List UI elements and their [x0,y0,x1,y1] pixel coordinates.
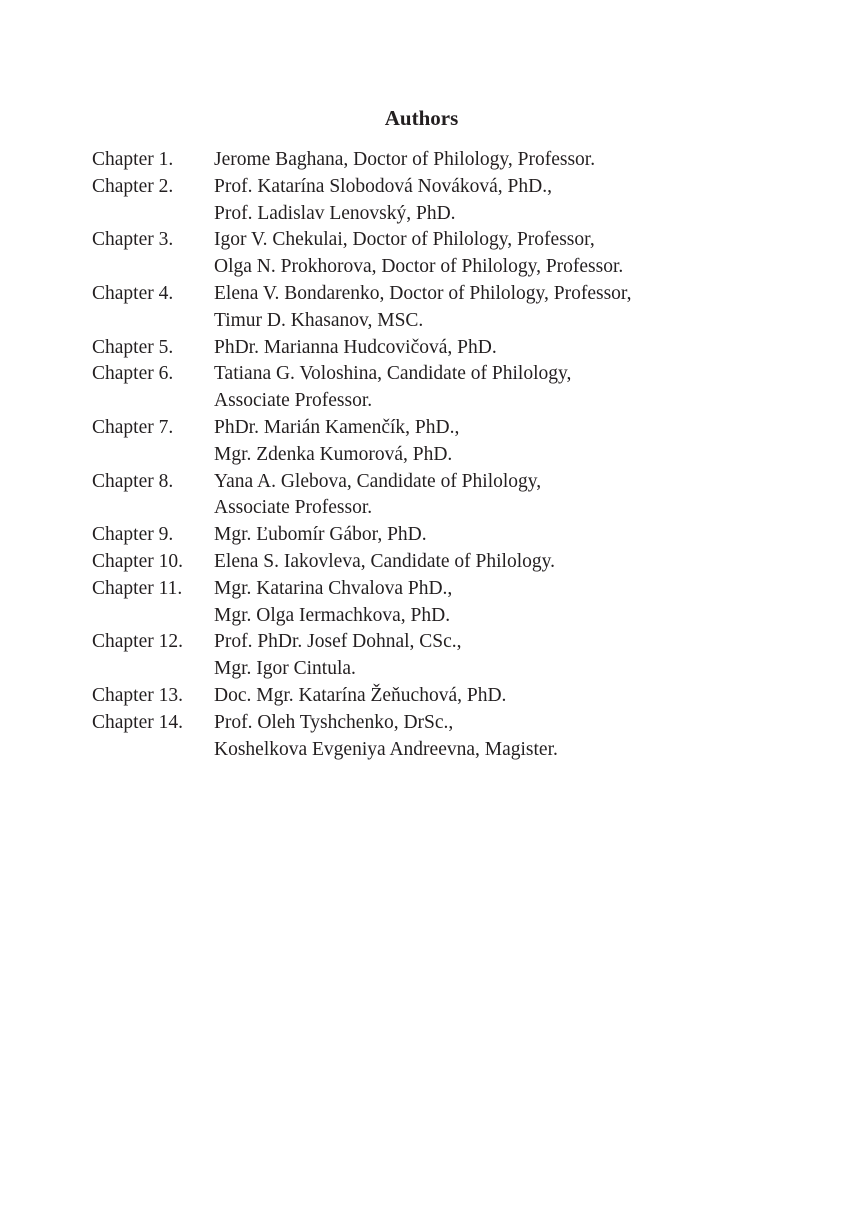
authors-list [92,147,792,763]
author-line: Mgr. Katarina Chvalova PhD., [214,577,453,599]
page-title: Authors [384,106,459,130]
author-line: Jerome Baghana, Doctor of Philology, Professor. [214,149,596,170]
author-names [214,683,792,710]
author-names [214,174,792,228]
author-line: Elena S. Iakovleva, Candidate of Philology. [214,550,555,572]
chapter-label: Chapter 9. [92,524,174,546]
author-entry-5 [92,335,792,362]
author-line: Prof. Oleh Tyshchenko, DrSc., [214,711,454,733]
author-line: Yana A. Glebova, Candidate of Philology, [214,470,542,492]
chapter-label: Chapter 14. [92,711,183,733]
author-names [214,335,792,362]
author-line: Mgr. Olga Iermachkova, PhD. [214,604,451,626]
author-names [214,147,792,174]
author-names [214,549,792,576]
author-entry-6 [92,361,792,415]
author-line: Prof. Ladislav Lenovský, PhD. [214,202,456,224]
author-names [214,629,792,683]
author-line: Elena V. Bondarenko, Doctor of Philology, Professor, [214,282,632,304]
chapter-label: Chapter 8. [92,470,174,492]
author-line: Olga N. Prokhorova, Doctor of Philology, Professor. [214,256,624,278]
author-line: Associate Professor. [214,390,373,412]
chapter-label: Chapter 7. [92,416,174,438]
author-entry-11 [92,576,792,630]
author-names [214,576,792,630]
author-line: Mgr. Ľubomír Gábor, PhD. [214,524,427,546]
author-line: Koshelkova Evgeniya Andreevna, Magister. [214,738,558,760]
author-line: Mgr. Zdenka Kumorová, PhD. [214,443,453,465]
chapter-label: Chapter 11. [92,577,183,599]
author-entry-1 [92,147,792,174]
author-line: Timur D. Khasanov, MSC. [214,309,424,331]
chapter-label: Chapter 12. [92,631,183,653]
author-names [214,415,792,469]
author-names [214,281,792,335]
author-line: Tatiana G. Voloshina, Candidate of Philology, [214,363,572,385]
author-line: Igor V. Chekulai, Doctor of Philology, Professor, [214,229,595,251]
chapter-label: Chapter 3. [92,229,174,251]
author-entry-9 [92,522,792,549]
chapter-label: Chapter 2. [92,175,174,197]
author-entry-4 [92,281,792,335]
author-line: Prof. Katarína Slobodová Nováková, PhD., [214,175,552,197]
chapter-label: Chapter 10. [92,550,183,572]
author-line: Mgr. Igor Cintula. [214,658,356,680]
author-entry-3 [92,227,792,281]
author-entry-8 [92,469,792,523]
author-names [214,469,792,523]
chapter-label: Chapter 6. [92,363,174,385]
author-names [214,361,792,415]
chapter-label: Chapter 4. [92,282,174,304]
author-names [214,522,792,549]
author-entry-2 [92,174,792,228]
author-entry-7 [92,415,792,469]
chapter-label: Chapter 13. [92,684,183,706]
author-names [214,227,792,281]
author-line: PhDr. Marián Kamenčík, PhD., [214,416,460,438]
author-line: Associate Professor. [214,497,373,519]
author-entry-13 [92,683,792,710]
author-entry-10 [92,549,792,576]
author-entry-12 [92,629,792,683]
chapter-label: Chapter 5. [92,336,174,358]
author-names [214,710,792,764]
author-line: Prof. PhDr. Josef Dohnal, CSc., [214,631,462,653]
author-entry-14 [92,710,792,764]
author-line: Doc. Mgr. Katarína Žeňuchová, PhD. [214,684,507,706]
chapter-label: Chapter 1. [92,149,174,170]
author-line: PhDr. Marianna Hudcovičová, PhD. [214,336,497,358]
